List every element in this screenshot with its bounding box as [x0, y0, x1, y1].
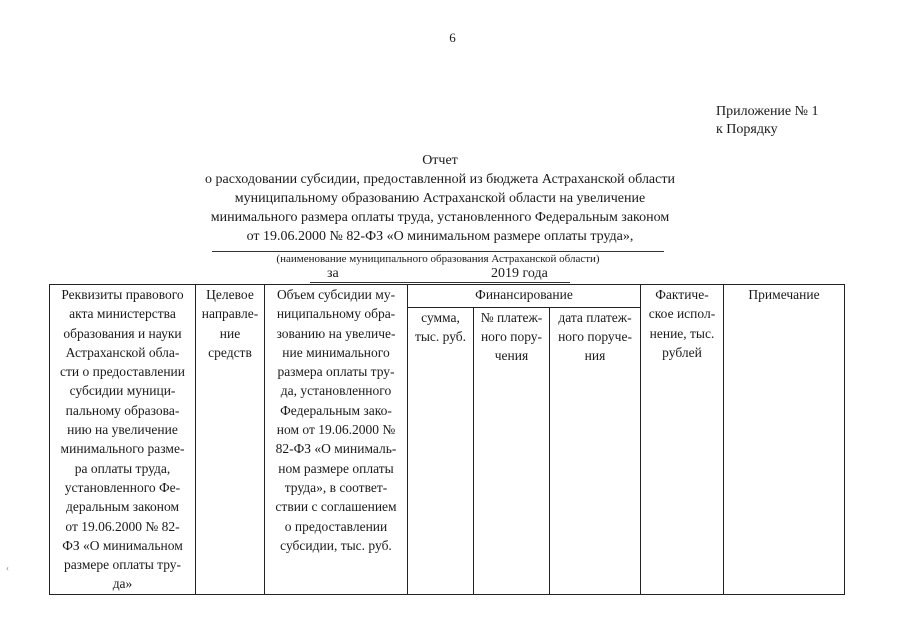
cell-line: Федеральным зако-	[280, 402, 392, 418]
cell-line: установленного Фе-	[64, 479, 181, 495]
cell-line: да»	[112, 576, 133, 592]
header-cell-amount	[408, 307, 474, 594]
scan-margin-mark: ‹	[6, 563, 9, 573]
cell-line: средств	[208, 344, 252, 360]
cell-line: рублей	[662, 344, 702, 360]
municipality-name-caption: (наименование муниципального образования Астраханской области)	[276, 253, 600, 265]
cell-line: образования и науки	[63, 325, 182, 341]
cell-line: Целевое	[206, 287, 254, 302]
header-cell-purpose	[196, 285, 265, 595]
cell-line: ское испол-	[648, 306, 716, 322]
cell-line: Объем субсидии му-	[276, 287, 396, 302]
appendix-line: Приложение № 1	[716, 104, 819, 119]
report-title	[150, 151, 730, 246]
cell-line: ном размере оплаты	[278, 460, 394, 476]
cell-line: дата платеж-	[558, 309, 632, 325]
cell-line: ного пору-	[480, 328, 543, 344]
title-line: минимального размера оплаты труда, установленного Федеральным законом	[210, 210, 670, 225]
report-table	[49, 284, 845, 595]
header-cell-subsidy-volume	[265, 285, 408, 595]
appendix-line: к Порядку	[716, 122, 778, 137]
cell-line: труда», в соответ-	[284, 479, 388, 495]
appendix-reference	[716, 103, 819, 139]
cell-line: ниципальному обра-	[276, 306, 396, 322]
cell-line: о предоставлении	[284, 518, 388, 534]
municipality-name-line	[212, 251, 664, 252]
cell-line: сумма,	[421, 309, 460, 325]
cell-line: пальному образова-	[65, 402, 180, 418]
title-line: о расходовании субсидии, предоставленной из бюджета Астраханской области	[205, 172, 675, 187]
header-cell-note	[724, 285, 845, 595]
cell-line: размере оплаты тру-	[63, 557, 182, 573]
header-cell-payment-order-number	[474, 307, 550, 594]
period-prefix: за	[327, 266, 339, 281]
cell-line: ние	[219, 325, 241, 341]
cell-line: ния	[584, 348, 606, 364]
cell-line: Астраханской обла-	[65, 344, 180, 360]
cell-line: нию на увеличение	[67, 422, 178, 438]
title-line: муниципальному образованию Астраханской области на увеличение	[234, 191, 646, 206]
cell-line: Реквизиты правового	[61, 287, 184, 302]
cell-line: зованию на увеличе-	[276, 325, 396, 341]
cell-line: нение, тыс.	[649, 325, 715, 341]
period-year: 2019 года	[491, 266, 548, 281]
period-underline	[310, 282, 570, 283]
page-number: 6	[449, 30, 456, 45]
cell-line: размера оплаты тру-	[277, 364, 395, 380]
title-line: Отчет	[422, 153, 458, 168]
cell-line: ного поруче-	[558, 328, 632, 344]
cell-line: субсидии муници-	[69, 383, 176, 399]
cell-line: Примечание	[748, 287, 820, 302]
cell-line: деральным законом	[65, 499, 180, 515]
cell-line: ФЗ «О минимальном	[62, 537, 183, 553]
cell-line: чения	[494, 348, 529, 364]
cell-line: направле-	[201, 306, 259, 322]
header-cell-financing: Финансирование	[408, 285, 641, 308]
cell-line: субсидии, тыс. руб.	[280, 537, 392, 553]
cell-line: от 19.06.2000 № 82-	[65, 518, 180, 534]
title-line: от 19.06.2000 № 82-ФЗ «О минимальном размере оплаты труда»,	[246, 229, 634, 244]
cell-line: № платеж-	[480, 309, 543, 325]
header-cell-actual-execution	[641, 285, 724, 595]
cell-line: сти о предоставлении	[59, 364, 185, 380]
cell-line: да, установленного	[280, 383, 392, 399]
cell-line: ние минимального	[282, 344, 390, 360]
cell-line: ра оплаты труда,	[74, 460, 171, 476]
header-cell-legal-act	[50, 285, 196, 595]
cell-line: Фактиче-	[655, 287, 709, 302]
cell-line: акта министерства	[69, 306, 176, 322]
cell-line: ствии с соглашением	[275, 499, 397, 515]
cell-line: тыс. руб.	[414, 328, 467, 344]
header-cell-payment-order-date	[550, 307, 641, 594]
cell-line: минимального разме-	[60, 441, 185, 457]
cell-line: 82-ФЗ «О минималь-	[275, 441, 397, 457]
cell-line: ном от 19.06.2000 №	[276, 422, 396, 438]
